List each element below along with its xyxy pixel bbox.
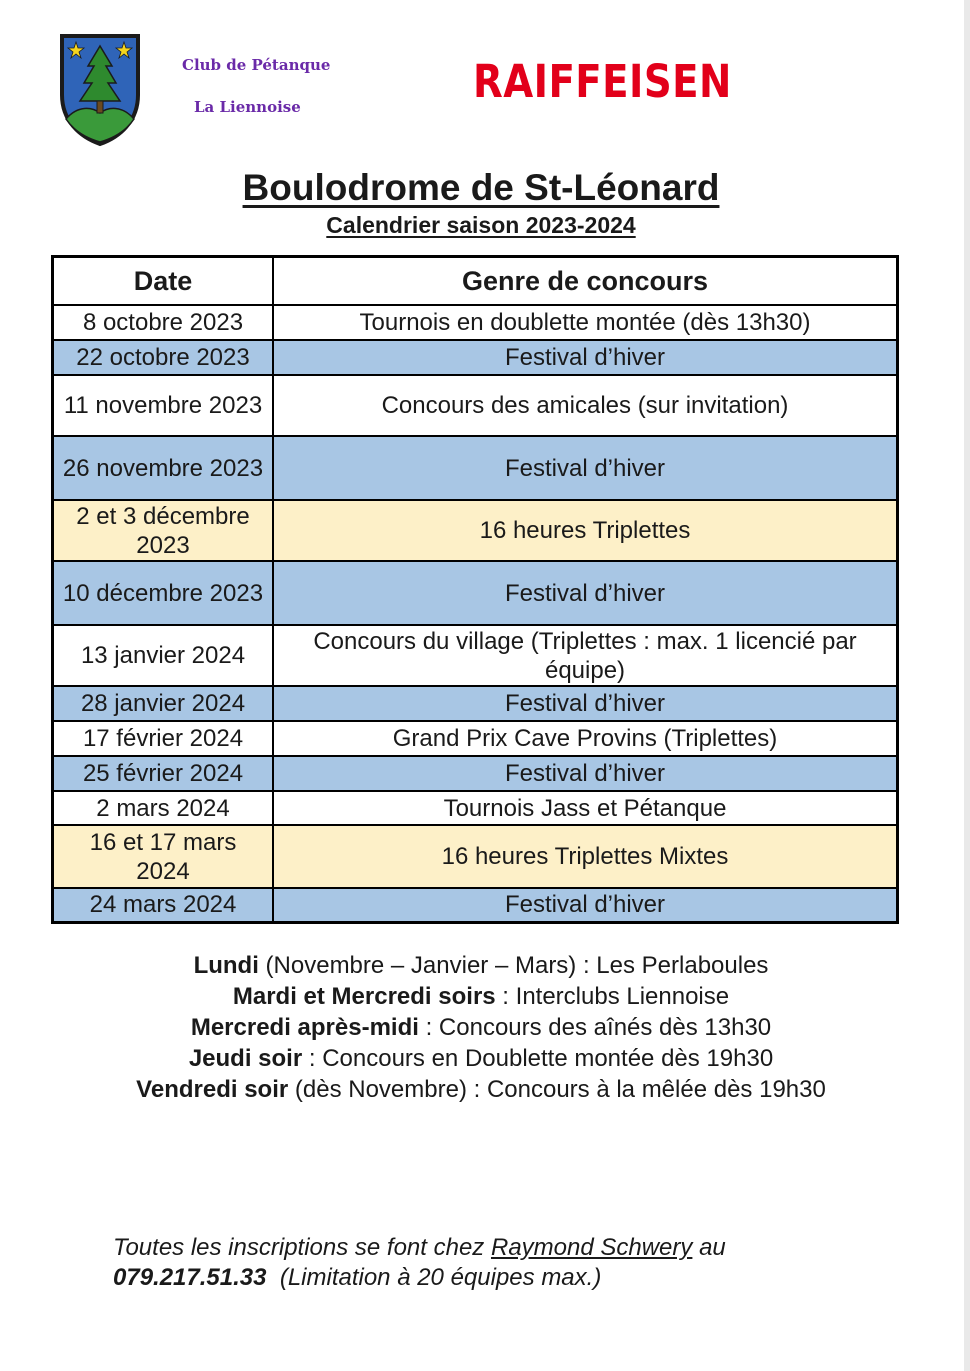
schedule-line (131, 1043, 831, 1074)
date-cell: 24 mars 2024 (53, 888, 274, 922)
table-row (53, 791, 898, 825)
coat-of-arms-logo (58, 33, 142, 147)
table-row (53, 625, 898, 686)
registration-note (113, 1233, 833, 1293)
event-cell: Tournois en doublette montée (dès 13h30) (273, 305, 898, 340)
schedule-text: : Interclubs Liennoise (495, 983, 730, 1010)
club-subname: La Liennoise (194, 98, 301, 116)
schedule-day: Lundi (193, 952, 259, 979)
sponsor-logo: RAIFFEISEN (473, 55, 732, 108)
table-header-row (53, 257, 898, 306)
schedule-line (131, 1074, 831, 1105)
schedule-line (131, 950, 831, 981)
calendar-table (51, 255, 899, 924)
date-cell: 22 octobre 2023 (53, 340, 274, 375)
event-cell: Festival d’hiver (273, 561, 898, 625)
date-cell: 13 janvier 2024 (53, 625, 274, 686)
phone-number: 079.217.51.33 (113, 1264, 267, 1291)
column-header-event: Genre de concours (273, 257, 898, 306)
page-title: Boulodrome de St-Léonard (242, 167, 720, 208)
table-row (53, 888, 898, 922)
schedule-day: Vendredi soir (136, 1076, 289, 1103)
schedule-line (131, 981, 831, 1012)
event-cell: Concours des amicales (sur invitation) (273, 375, 898, 436)
schedule-text: (dès Novembre) : Concours à la mêlée dès 19h30 (288, 1076, 826, 1103)
date-cell: 17 février 2024 (53, 721, 274, 756)
table-row (53, 825, 898, 888)
weekly-schedule (0, 950, 962, 1105)
table-row (53, 436, 898, 500)
table-row (53, 500, 898, 561)
event-cell: 16 heures Triplettes (273, 500, 898, 561)
schedule-text: : Concours en Doublette montée dès 19h30 (302, 1045, 774, 1072)
contact-name: Raymond Schwery (490, 1234, 693, 1261)
footer-text-mid: au (692, 1234, 726, 1261)
date-cell: 11 novembre 2023 (53, 375, 274, 436)
event-cell: Grand Prix Cave Provins (Triplettes) (273, 721, 898, 756)
event-cell: Festival d’hiver (273, 888, 898, 922)
schedule-day: Mardi et Mercredi soirs (232, 983, 496, 1010)
event-cell: Festival d’hiver (273, 436, 898, 500)
page-edge (964, 0, 970, 1371)
table-row (53, 756, 898, 791)
date-cell: 8 octobre 2023 (53, 305, 274, 340)
club-name: Club de Pétanque (182, 56, 331, 74)
footer-limit-text: (Limitation à 20 équipes max.) (266, 1264, 602, 1291)
schedule-line (131, 1012, 831, 1043)
schedule-text: : Concours des aînés dès 13h30 (418, 1014, 772, 1041)
date-cell: 16 et 17 mars 2024 (53, 825, 274, 888)
date-cell: 28 janvier 2024 (53, 686, 274, 721)
table-row (53, 561, 898, 625)
schedule-day: Mercredi après-midi (190, 1014, 419, 1041)
event-cell: Festival d’hiver (273, 756, 898, 791)
table-row (53, 305, 898, 340)
footer-text: Toutes les inscriptions se font chez (113, 1234, 491, 1261)
date-cell: 2 et 3 décembre 2023 (53, 500, 274, 561)
table-row (53, 375, 898, 436)
date-cell: 25 février 2024 (53, 756, 274, 791)
event-cell: Concours du village (Triplettes : max. 1 licencié par équipe) (273, 625, 898, 686)
table-row (53, 721, 898, 756)
event-cell: Festival d’hiver (273, 340, 898, 375)
date-cell: 26 novembre 2023 (53, 436, 274, 500)
date-cell: 10 décembre 2023 (53, 561, 274, 625)
date-cell: 2 mars 2024 (53, 791, 274, 825)
event-cell: Festival d’hiver (273, 686, 898, 721)
table-row (53, 686, 898, 721)
schedule-text: (Novembre – Janvier – Mars) : Les Perlaboules (258, 952, 769, 979)
page-subtitle: Calendrier saison 2023-2024 (326, 212, 636, 238)
table-row (53, 340, 898, 375)
event-cell: Tournois Jass et Pétanque (273, 791, 898, 825)
event-cell: 16 heures Triplettes Mixtes (273, 825, 898, 888)
column-header-date: Date (53, 257, 274, 306)
schedule-day: Jeudi soir (188, 1045, 303, 1072)
